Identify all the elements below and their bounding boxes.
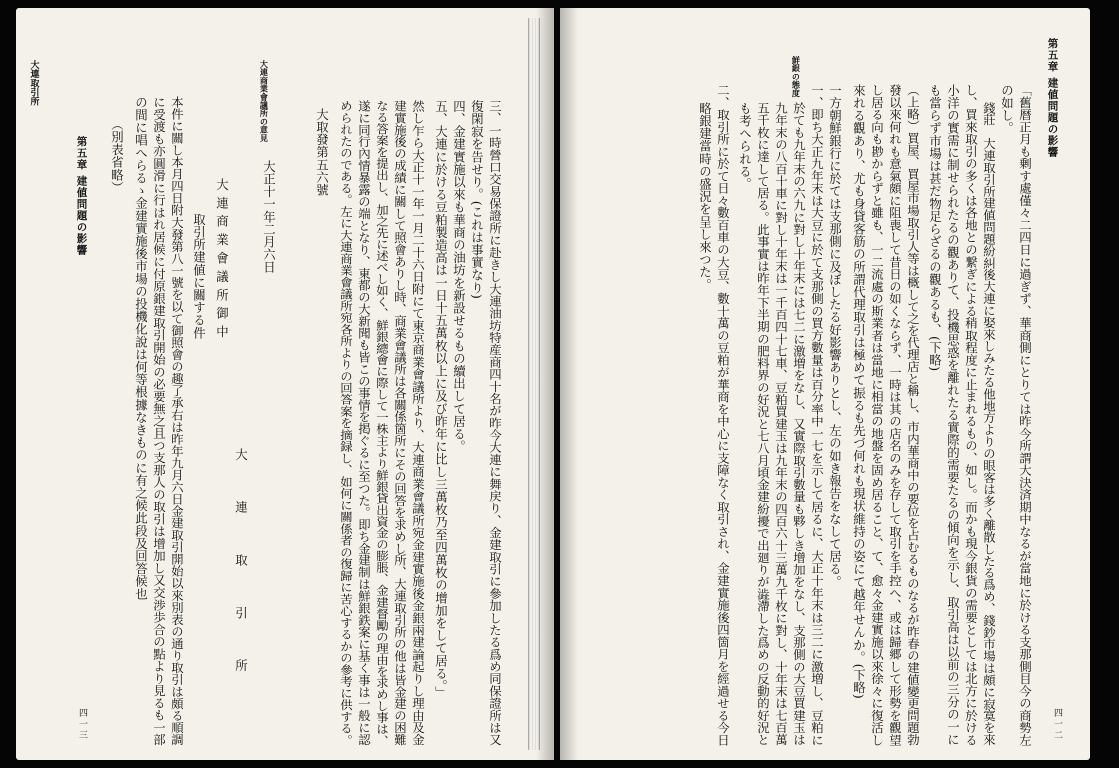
text-line: 遂に同行內情暴露の端となり、東都の大新聞も皆この事情を掲ぐるに至つた。即ち金建制は鮮銀鉄案に基く事は一般に認	[356, 100, 372, 746]
running-head-right: 第五章 建値問題の影響	[1046, 38, 1059, 158]
text-line: 建實施後の成績に關して照會ありし時、商業會議所は各關係箇所にその回答を求めし所、大連取引所の他は皆金建の困難	[392, 100, 408, 746]
text-line: 五千枚に達して居る。此事實は昨年下半期の肥料界の好況と七八月頃金建紛擾で出廻りが澁滯した爲めの反動的好況と	[755, 102, 771, 746]
appendix-note: （別表省略）	[109, 118, 125, 194]
text-line: し、買來取引の多くは各地との繋ぎによる稍取程度に止まれるもの、如し。而かも現今銀貨の需要としては北方に於ける	[963, 84, 979, 747]
text-line: 一方朝鮮銀行に於ては支那側に及ぼしたる好影響ありとし、左の如き報告をなして居る。	[827, 84, 843, 588]
text-line: 小洋の實需に制せられたるの觀ありて、投機思惑を離れたる實際的需要たるの傾向を示し、取引高は以前の三分の一に	[945, 84, 961, 746]
margin-note-exchange: 大連取引所	[28, 60, 39, 106]
left-page	[16, 8, 554, 760]
running-head-left: 第五章 建値問題の影響	[75, 136, 88, 256]
text-line: 四、金建實施以來も華商の油坊を新設せるもの續出して居る。	[451, 100, 467, 453]
text-line: 發以來何れも意氣頗に阻喪して昔日の如くならず、一時は其の店名のみを存して取引を手控へ、或は歸郷して形勢を觀望	[887, 84, 903, 747]
text-line: 五、大連に於ける豆粕製造高は一日十五萬枚以上に及び昨年に比し三萬枚乃至四萬枚の增加をして居る。」	[433, 100, 449, 699]
sender-name: 大 連 取 引 所	[233, 448, 249, 686]
text-line: し居る向も尠からずと雖も、一二流處の斯業者は當地に相當の地盤を固め居ること、て、愈々金建實施以來徐々に復活し	[869, 84, 885, 747]
text-line: 來れる觀あり、尤も身貸客筋の所謂代理取引は極めて振るも先づ何れも現状維持の姿にて越年せんか。(下略)	[851, 84, 867, 699]
text-line: 九年末の八百十車に對し十年末は一千百四十七車、豆粕買建玉は九年末の四百六十三萬九千枚に對し、十年末は七百萬	[773, 102, 789, 746]
text-line: の如し。	[999, 84, 1015, 135]
margin-note-chosen-bank: 鮮銀の態度	[791, 56, 802, 97]
text-line: 於ても九年末の六九に對し十年末には七二に激増をなし、又實際取引數量も夥しき增加をなし、支那側の大豆買建玉は	[791, 102, 807, 746]
text-line: 本件に關し本月四日附大發第八一號を以て御照會の趣了承右は昨年九月六日金建取引開始以來別表の通り取引は頗る順調	[169, 96, 185, 746]
text-line: 「舊暦正月も剰す處僅々二四日に過ぎず、華商側にとりては昨今所謂大決済期中なるが當地に於ける支那側目今の商勢左	[1017, 84, 1033, 747]
right-page	[560, 8, 1090, 760]
text-line: 一、即ち大正九年末は大豆に於て支那側の買方數量は百分率中一七を示して居るに、大正十年末は三二に激増し、豆粕に	[809, 84, 825, 747]
page-number-left: 四一三	[77, 708, 87, 741]
right-gutter-shadow	[560, 8, 578, 760]
margin-note-chamber-opinion: 大連商業會議所の意見	[259, 60, 270, 142]
text-line: も當らず市場は甚だ物足らざるの觀あるも、(下略)	[927, 84, 943, 372]
text-line: 復閑寂を告せり。(これは事實なり)	[469, 100, 485, 300]
text-line: の間に唱へらるゝ金建實施後市場の投機化說は何等根據なきものに有之候此段及回答候也	[133, 96, 149, 600]
left-gutter-shadow	[536, 8, 554, 760]
recipient: 大連商業會議所御中	[214, 178, 230, 344]
text-line: 然し乍ら大正十一年一月二十六日附にて東京商業會議所より、大連商業會議所宛金建實施後金銀兩建論起りし理由及金	[410, 100, 426, 746]
letter-date: 大正十一年二月六日	[261, 160, 277, 274]
text-line: 錢莊 大連取引所建値問題紛糾後大連に娶來しみたる他地方よりの眼客は多く離散したる爲め、錢鈔市場は頗に寂寞を來	[981, 102, 997, 746]
text-line: に受渡も亦圓滑に行はれ居候に付原銀建取引開始の必要無之且つ支那人の取引は增加し又交渉歩合の點より見るも一部	[151, 96, 167, 746]
text-line: 二、取引所に於て日々數百車の大豆、數十萬の豆粕が華商を中心に支障なく取引され、金建實施後四箇月を經過せる今日	[715, 84, 731, 747]
text-line: も考へられる。	[737, 102, 753, 191]
doc-number: 大取發第五六號	[314, 108, 330, 197]
text-line: められたのである。左に大連商業會議所宛各所よりの回答案を摘録し、如何に關係者の復歸に苦心するかの參考に供する。	[338, 100, 354, 746]
page-number-right: 四一二	[1052, 708, 1062, 741]
text-line: なる答案を提出し、加之先に述べし如く、鮮銀總會に際して一株主より鮮銀貸出資金の膨脹、金建督勵の理由を求めし事は、	[374, 100, 390, 747]
text-line: （上略）買屋、買屋市場取引人等は概して之を代理店と稱し、市内華商中の要位を占むるものなるが昨春の建値變更問題勃	[905, 84, 921, 746]
text-line: 略銀建當時の盛況を呈し來つた。	[697, 102, 713, 291]
subject-line: 取引所建値に關する件	[191, 213, 207, 339]
text-line: 三、一時營口交易保證所に赴きし大連油坊特産商四十名が昨今大連に舞戻り、金建取引に參加したる爲め同保證所は又	[487, 100, 503, 746]
